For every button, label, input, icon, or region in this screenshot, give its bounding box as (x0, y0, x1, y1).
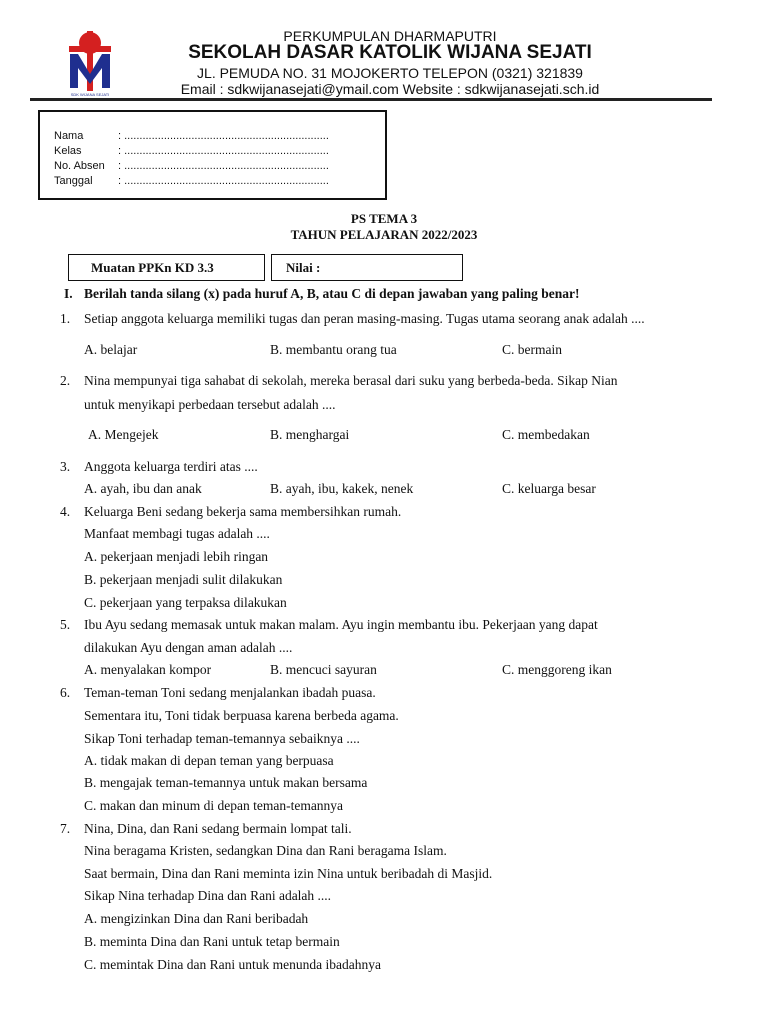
question-number: 7. (60, 821, 71, 836)
question-text: Ibu Ayu sedang memasak untuk makan malam. Ayu ingin membantu ibu. Pekerjaan yang dapat (84, 617, 598, 632)
question-text: untuk menyikapi perbedaan tersebut adalah .... (84, 397, 336, 412)
option-b[interactable]: B. meminta Dina dan Rani untuk tetap bermain (84, 934, 340, 949)
identity-row-name (54, 130, 329, 142)
question-text: Sikap Nina terhadap Dina dan Rani adalah .... (84, 888, 332, 903)
exam-title: PS TEMA 3 (350, 211, 418, 226)
organization-name: PERKUMPULAN DHARMAPUTRI (283, 28, 497, 44)
option-b[interactable]: B. mengajak teman-temannya untuk makan bersama (84, 775, 368, 790)
identity-row-date (54, 175, 329, 187)
question-text: Nina, Dina, dan Rani sedang bermain lompat tali. (84, 821, 352, 836)
question-text: dilakukan Ayu dengan aman adalah .... (84, 640, 293, 655)
identity-label: Tanggal (54, 175, 93, 187)
option-b[interactable]: B. mencuci sayuran (270, 662, 377, 677)
identity-blank[interactable]: : ................................................................... (118, 175, 329, 187)
option-c[interactable]: C. pekerjaan yang terpaksa dilakukan (84, 595, 287, 610)
option-c[interactable]: C. membedakan (502, 427, 590, 442)
question-text: Nina mempunyai tiga sahabat di sekolah, mereka berasal dari suku yang berbeda-beda. Sikap Nian (84, 373, 618, 388)
question-text: Keluarga Beni sedang bekerja sama membersihkan rumah. (84, 504, 402, 519)
identity-blank[interactable]: : ................................................................... (118, 145, 329, 157)
question-number: 4. (60, 504, 71, 519)
question-text: Saat bermain, Dina dan Rani meminta izin Nina untuk beribadah di Masjid. (84, 866, 493, 881)
score-box[interactable] (271, 254, 463, 281)
identity-label: Nama (54, 130, 84, 142)
option-b[interactable]: B. menghargai (270, 427, 350, 442)
question-text: Sementara itu, Toni tidak berpuasa karena berbeda agama. (84, 708, 399, 723)
identity-row-absent-number (54, 160, 329, 172)
option-a[interactable]: A. Mengejek (88, 427, 159, 442)
school-name: SEKOLAH DASAR KATOLIK WIJANA SEJATI (188, 42, 592, 63)
question-text: Anggota keluarga terdiri atas .... (84, 459, 258, 474)
option-c[interactable]: C. makan dan minum di depan teman-temannya (84, 798, 344, 813)
option-c[interactable]: C. menggoreng ikan (502, 662, 612, 677)
student-identity-box (38, 110, 387, 200)
option-a[interactable]: A. tidak makan di depan teman yang berpuasa (84, 753, 334, 768)
identity-blank[interactable]: : ................................................................... (118, 160, 329, 172)
exam-year: TAHUN PELAJARAN 2022/2023 (290, 227, 478, 242)
section-instruction: Berilah tanda silang (x) pada huruf A, B, atau C di depan jawaban yang paling benar! (84, 286, 580, 301)
header-divider (30, 98, 712, 101)
identity-blank[interactable]: : ................................................................... (118, 130, 329, 142)
identity-row-class (54, 145, 329, 157)
question-number: 2. (60, 373, 71, 388)
option-c[interactable]: C. memintak Dina dan Rani untuk menunda ibadahnya (84, 957, 381, 972)
question-text: Sikap Toni terhadap teman-temannya sebaiknya .... (84, 731, 360, 746)
school-logo (64, 30, 116, 98)
option-a[interactable]: A. belajar (84, 342, 138, 357)
option-b[interactable]: B. membantu orang tua (270, 342, 397, 357)
option-c[interactable]: C. keluarga besar (502, 481, 596, 496)
logo-caption: SDK WIJANA SEJATI (70, 92, 110, 97)
question-number: 6. (60, 685, 71, 700)
school-address: JL. PEMUDA NO. 31 MOJOKERTO TELEPON (0321) 321839 (197, 65, 583, 81)
option-b[interactable]: B. pekerjaan menjadi sulit dilakukan (84, 572, 283, 587)
question-text: Manfaat membagi tugas adalah .... (84, 526, 270, 541)
option-a[interactable]: A. menyalakan kompor (84, 662, 212, 677)
option-a[interactable]: A. mengizinkan Dina dan Rani beribadah (84, 911, 309, 926)
question-number: 3. (60, 459, 71, 474)
question-text: Setiap anggota keluarga memiliki tugas dan peran masing-masing. Tugas utama seorang anak adalah .... (84, 311, 645, 326)
option-b[interactable]: B. ayah, ibu, kakek, nenek (270, 481, 414, 496)
subject-label: Muatan PPKn KD 3.3 (91, 260, 214, 275)
score-label: Nilai : (286, 260, 321, 275)
subject-box (68, 254, 265, 281)
question-text: Teman-teman Toni sedang menjalankan ibadah puasa. (84, 685, 376, 700)
question-number: 5. (60, 617, 71, 632)
question-text: Nina beragama Kristen, sedangkan Dina dan Rani beragama Islam. (84, 843, 447, 858)
option-a[interactable]: A. ayah, ibu dan anak (84, 481, 202, 496)
question-number: 1. (60, 311, 71, 326)
school-contact: Email : sdkwijanasejati@ymail.com Website : sdkwijanasejati.sch.id (180, 81, 600, 97)
identity-label: Kelas (54, 145, 82, 157)
identity-label: No. Absen (54, 160, 105, 172)
option-a[interactable]: A. pekerjaan menjadi lebih ringan (84, 549, 269, 564)
option-c[interactable]: C. bermain (502, 342, 562, 357)
section-number: I. (64, 286, 73, 301)
